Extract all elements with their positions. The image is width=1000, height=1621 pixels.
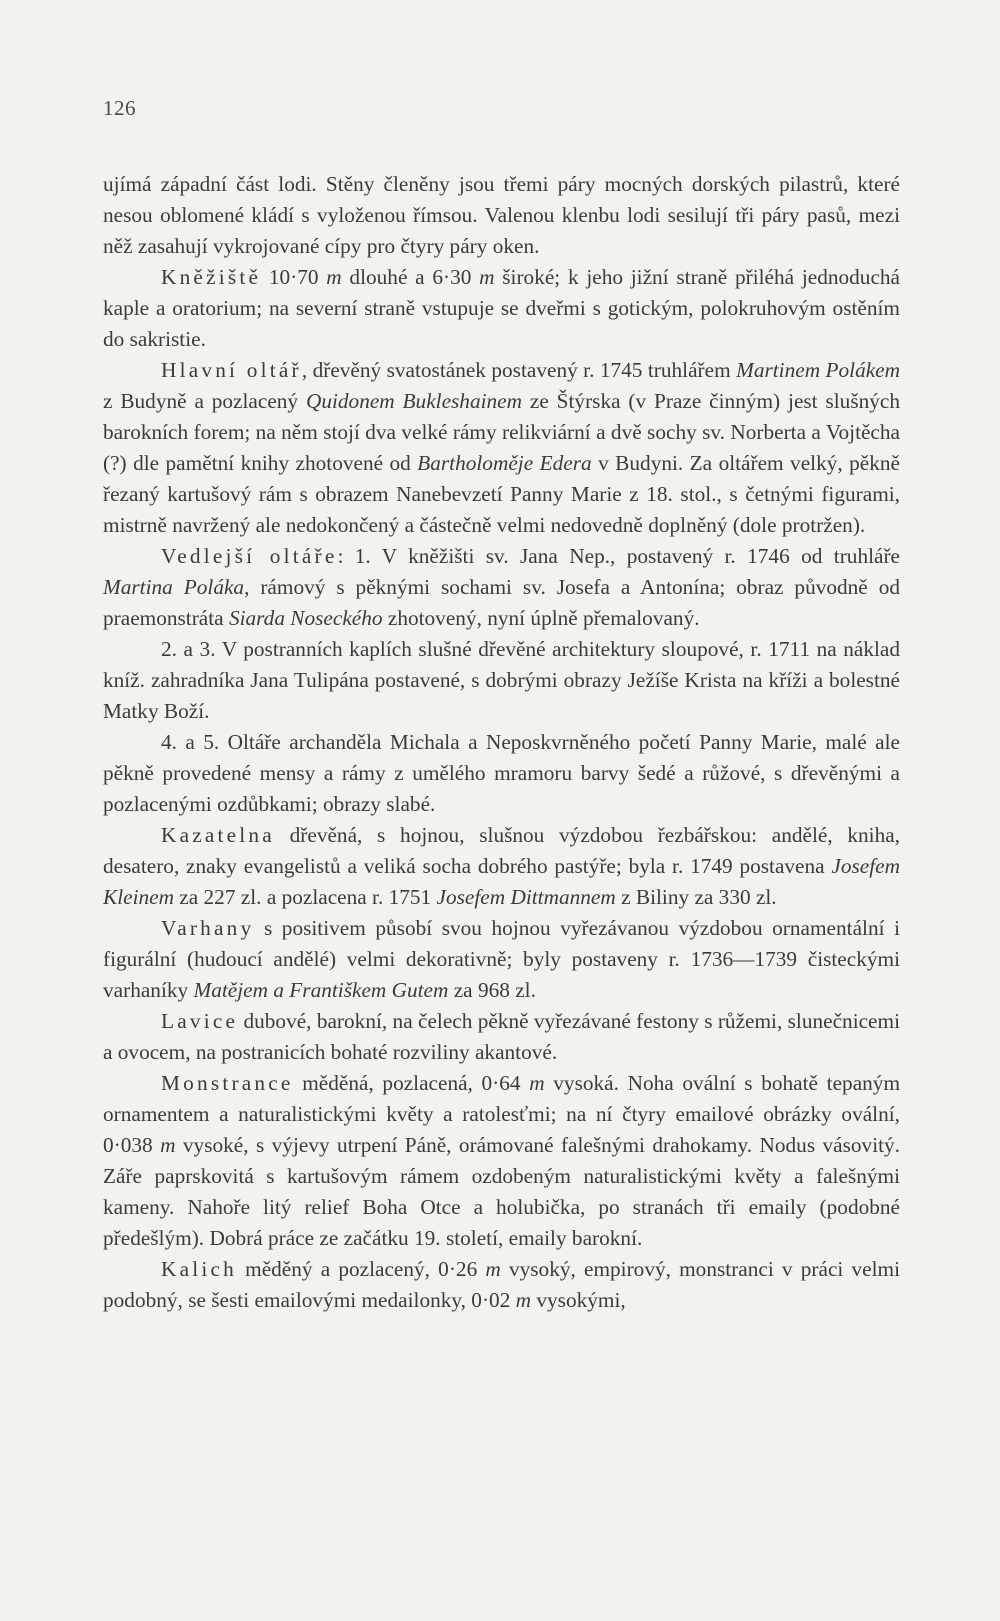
italic-name: m	[326, 265, 342, 289]
paragraph	[103, 727, 900, 820]
paragraph	[103, 262, 900, 355]
italic-name: m	[160, 1133, 176, 1157]
italic-name: m	[529, 1071, 545, 1095]
italic-name: Martina Poláka	[103, 575, 245, 599]
text-run: dubové, barokní, na čelech pěkně vyřezávané festony s růžemi, slunečnicemi a ovocem, na postranicích bohaté rozviliny akantové.	[103, 1009, 900, 1064]
italic-name: Quidonem Bukleshainem	[305, 389, 523, 413]
section-heading-word: Kazatelna	[161, 823, 275, 847]
text-run: 2. a 3. V postranních kaplích slušné dřevěné architektury sloupové, r. 1711 na náklad kníž. zahradníka Jana Tulipána postavené, s dobrými obrazy Ježíše Krista na kříži a bolestné Matky Boží.	[103, 637, 900, 723]
text-run: , rámový s pěknými sochami sv. Josefa a Antonína; obraz původně od praemonstráta	[103, 575, 900, 630]
paragraph	[103, 169, 900, 262]
paragraph	[103, 541, 900, 634]
paragraph	[103, 1254, 900, 1316]
text-run: 4. a 5. Oltáře archanděla Michala a Neposkvrněného početí Panny Marie, malé ale pěkně provedené mensy a rámy z umělého mramoru barvy šedé a růžové, s dřevěnými a pozlacenými ozdůbkami; obrazy slabé.	[103, 730, 900, 816]
section-heading-word: Lavice	[161, 1009, 239, 1033]
text-run: měděný a pozlacený, 0·26	[236, 1257, 486, 1281]
text-run: za 227 zl. a pozlacena r. 1751	[173, 885, 437, 909]
text-run: : 1. V kněžišti sv. Jana Nep., postavený r. 1746 od truhláře	[337, 544, 901, 568]
italic-name: Matějem a Františkem Gutem	[193, 978, 449, 1002]
section-heading-word: Varhany	[161, 916, 255, 940]
paragraph	[103, 634, 900, 727]
text-run: ujímá západní část lodi. Stěny členěny jsou třemi páry mocných dorských pilastrů, které nesou oblomené kládí s vyloženou římsou. Valenou klenbu lodi sesilují tři páry pasů, mezi něž zasahují vykrojované cípy pro čtyry páry oken.	[103, 172, 900, 258]
text-run: široké; k jeho jižní straně přiléhá jednoduchá kaple a oratorium; na severní straně vstupuje se dveřmi s gotickým, polokruhovým ostěním do sakristie.	[103, 265, 900, 351]
text-run: vysoký, empirový, monstranci v práci velmi podobný, se šesti emailovými medailonky, 0·02	[103, 1257, 900, 1312]
text-run: dlouhé a 6·30	[341, 265, 480, 289]
body-text	[103, 169, 900, 1316]
paragraph	[103, 913, 900, 1006]
paragraph	[103, 355, 900, 541]
paragraph	[103, 820, 900, 913]
section-heading-word: Kalich	[161, 1257, 237, 1281]
text-run: vysoké, s výjevy utrpení Páně, orámované falešnými drahokamy. Nodus vásovitý. Záře paprskovitá s kartušovým rámem ozdobeným naturalistickými květy a falešnými kameny. Nahoře litý relief Boha Otce a holubička, po stranách tři emaily (podobné předešlým). Dobrá práce ze začátku 19. století, emaily barokní.	[103, 1133, 901, 1250]
text-run: vysoká. Noha ovální s bohatě tepaným ornamentem a naturalistickými květy a ratolesťmi; na ní čtyry emailové obrázky ovální, 0·038	[103, 1071, 901, 1157]
italic-name: m	[515, 1288, 532, 1312]
section-heading-word: Kněžiště	[161, 265, 262, 289]
italic-name: Josefem Kleinem	[103, 854, 900, 909]
page-number: 126	[103, 96, 136, 120]
italic-name: Martinem Polákem	[736, 358, 901, 382]
paragraph	[103, 1006, 900, 1068]
italic-name: m	[485, 1257, 501, 1281]
text-run: vysokými,	[531, 1288, 626, 1312]
text-run: z Biliny za 330 zl.	[615, 885, 777, 909]
italic-name: Josefem Dittmannem	[436, 885, 616, 909]
text-run: dřevěná, s hojnou, slušnou výzdobou řezbářskou: andělé, kniha, desatero, znaky evangelistů a veliká socha dobrého pastýře; byla r. 1749 postavena	[103, 823, 900, 878]
section-heading-word: Monstrance	[161, 1071, 294, 1095]
italic-name: Bartholoměje Edera	[417, 451, 592, 475]
text-run: měděná, pozlacená, 0·64	[293, 1071, 530, 1095]
italic-name: m	[479, 265, 495, 289]
paragraph	[103, 1068, 900, 1254]
text-run: v Budyni. Za oltářem velký, pěkně řezaný kartušový rám s obrazem Nanebevzetí Panny Marie z 18. stol., s četnými figurami, mistrně navržený ale nedokončený a částečně velmi nedovedně doplněný (dole protržen).	[103, 451, 900, 537]
text-run: ze Štýrska (v Praze činným) jest slušných barokních forem; na něm stojí dva velké rámy relikviární a dvě sochy sv. Norberta a Vojtěcha (?) dle pamětní knihy zhotovené od	[103, 389, 901, 475]
section-heading-word: Hlavní oltář	[161, 358, 302, 382]
text-run: zhotovený, nyní úplně přemalovaný.	[382, 606, 700, 630]
text-run: s positivem působí svou hojnou vyřezávanou výzdobou ornamentální i figurální (hudoucí andělé) velmi dekorativně; byly postaveny r. 1736—1739 čisteckými varhaníky	[103, 916, 900, 1002]
text-run: 10·70	[261, 265, 327, 289]
section-heading-word: Vedlejší oltáře	[161, 544, 338, 568]
text-run: , dřevěný svatostánek postavený r. 1745 truhlářem	[301, 358, 737, 382]
italic-name: Siarda Noseckého	[228, 606, 383, 630]
text-run: za 968 zl.	[448, 978, 536, 1002]
text-run: z Budyně a pozlacený	[103, 389, 306, 413]
